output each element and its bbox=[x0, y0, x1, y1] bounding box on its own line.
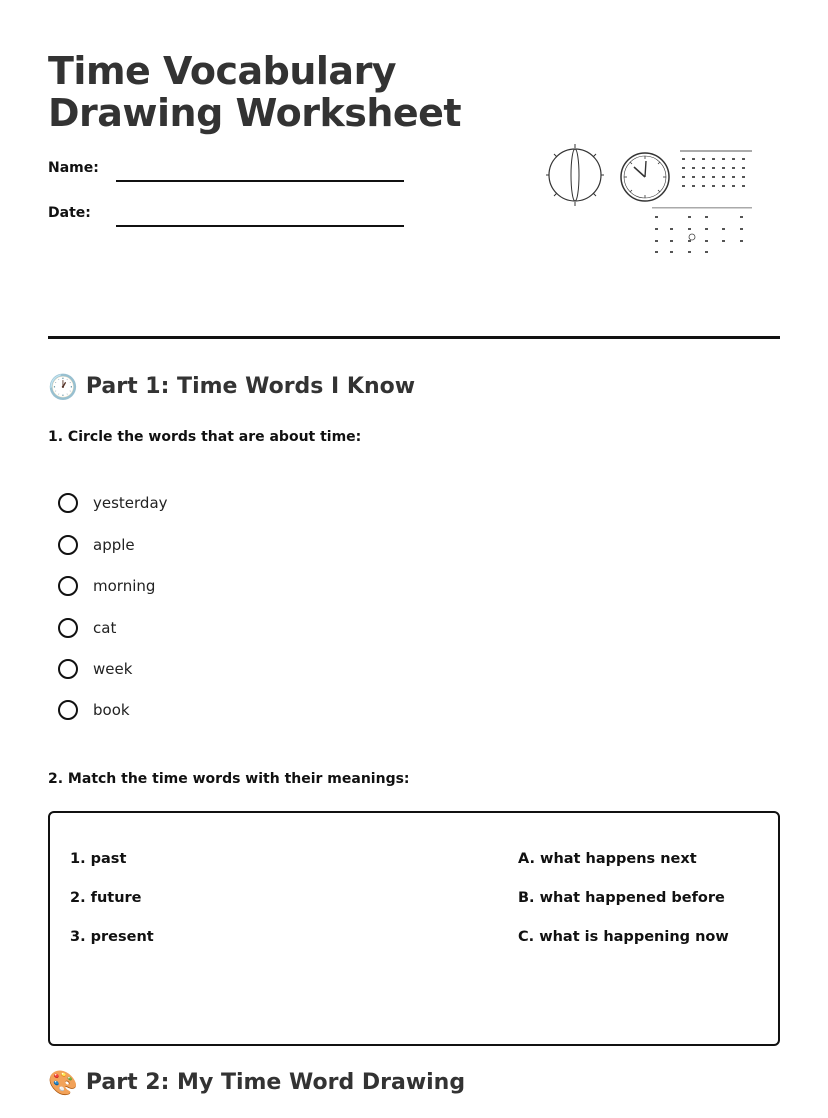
option-yesterday[interactable] bbox=[58, 491, 168, 515]
section-divider bbox=[48, 336, 780, 339]
option-label: morning bbox=[93, 577, 156, 595]
circle-checkbox[interactable] bbox=[58, 493, 78, 513]
circle-checkbox[interactable] bbox=[58, 659, 78, 679]
clock-icon: 🕐 bbox=[48, 372, 78, 401]
match-meaning-b[interactable]: B. what happened before bbox=[518, 890, 725, 906]
title-line-2: Drawing Worksheet bbox=[48, 91, 462, 135]
option-book[interactable] bbox=[58, 698, 130, 722]
circle-checkbox[interactable] bbox=[58, 576, 78, 596]
option-morning[interactable] bbox=[58, 574, 155, 598]
match-term-present[interactable]: 3. present bbox=[70, 929, 154, 945]
question-1-prompt: 1. Circle the words that are about time: bbox=[48, 429, 362, 445]
name-line[interactable] bbox=[116, 180, 404, 182]
option-label: book bbox=[93, 701, 130, 719]
match-meaning-c[interactable]: C. what is happening now bbox=[518, 929, 729, 945]
date-line[interactable] bbox=[116, 225, 404, 227]
option-label: cat bbox=[93, 619, 117, 637]
option-label: apple bbox=[93, 536, 135, 554]
option-cat[interactable] bbox=[58, 616, 116, 640]
circle-checkbox[interactable] bbox=[58, 535, 78, 555]
option-label: week bbox=[93, 660, 133, 678]
matching-box bbox=[48, 811, 780, 1046]
wall-clock-icon bbox=[621, 153, 669, 201]
option-apple[interactable] bbox=[58, 533, 135, 557]
name-label: Name: bbox=[48, 160, 99, 176]
circle-checkbox[interactable] bbox=[58, 700, 78, 720]
question-2-prompt: 2. Match the time words with their meanings: bbox=[48, 771, 410, 787]
side-clock-icon bbox=[546, 144, 604, 206]
part1-heading-text: Part 1: Time Words I Know bbox=[85, 374, 416, 399]
option-label: yesterday bbox=[93, 494, 168, 512]
title-line-1: Time Vocabulary bbox=[48, 49, 397, 93]
worksheet-title bbox=[48, 50, 461, 134]
match-term-past[interactable]: 1. past bbox=[70, 851, 127, 867]
clocks-calendar-image bbox=[540, 140, 755, 260]
calendar-icon bbox=[652, 150, 752, 253]
match-term-future[interactable]: 2. future bbox=[70, 890, 142, 906]
palette-icon: 🎨 bbox=[48, 1068, 78, 1097]
part1-heading bbox=[48, 374, 415, 399]
match-meaning-a[interactable]: A. what happens next bbox=[518, 851, 697, 867]
part2-heading-text: Part 2: My Time Word Drawing bbox=[85, 1070, 466, 1095]
option-week[interactable] bbox=[58, 657, 132, 681]
circle-checkbox[interactable] bbox=[58, 618, 78, 638]
part2-heading bbox=[48, 1070, 465, 1095]
date-label: Date: bbox=[48, 205, 91, 221]
